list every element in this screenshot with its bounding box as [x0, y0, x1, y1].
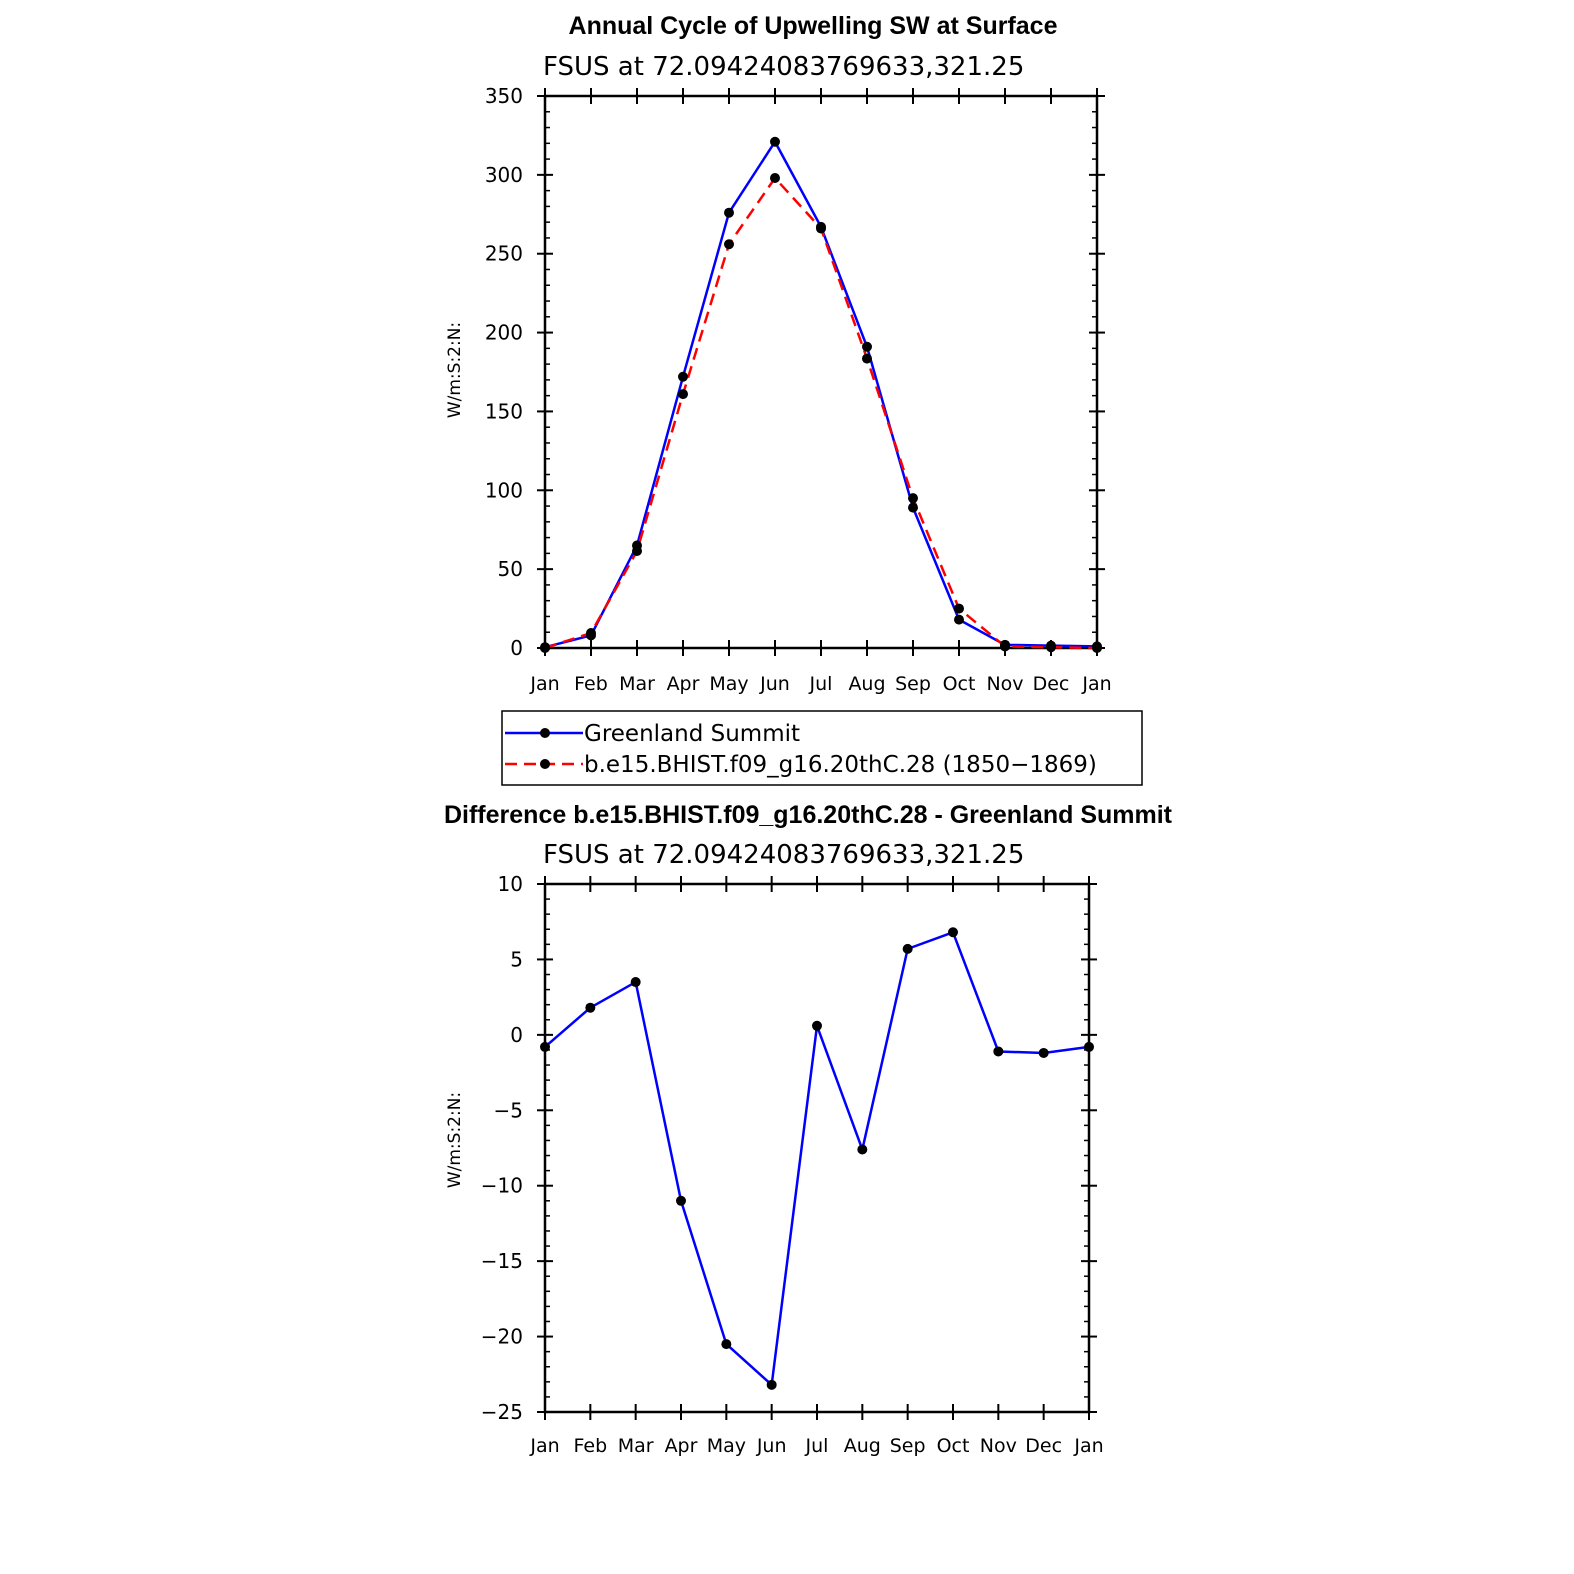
y-tick-label: 100 [484, 478, 523, 503]
x-tick-label: Oct [936, 1435, 970, 1457]
y-tick-label: 10 [497, 872, 523, 896]
x-tick-label: Jan [530, 1435, 560, 1457]
data-point [724, 239, 734, 249]
y-tick-label: −25 [480, 1400, 523, 1424]
y-axis-label: W/m:S:2:N: [445, 1091, 465, 1189]
y-tick-labels [485, 84, 523, 660]
data-point [1039, 1048, 1049, 1058]
x-tick-label: May [709, 673, 749, 695]
data-point [540, 1042, 550, 1052]
x-tick-label: Sep [889, 1435, 926, 1457]
data-point [724, 208, 734, 218]
x-tick-label: Nov [979, 1435, 1017, 1457]
x-tick-label: Apr [666, 673, 700, 695]
data-point [767, 1380, 777, 1390]
chart-title: Annual Cycle of Upwelling SW at Surface [568, 12, 1058, 40]
data-point [1092, 643, 1102, 653]
x-tick-label: Sep [895, 673, 931, 695]
annual-cycle-chart [445, 12, 1112, 695]
x-tick-label: Feb [573, 1435, 608, 1457]
y-tick-label: −10 [480, 1173, 523, 1198]
y-tick-label: 50 [497, 557, 523, 582]
data-point [721, 1339, 731, 1349]
data-point [632, 546, 642, 556]
x-tick-label: Mar [617, 1435, 654, 1457]
chart-subtitle: FSUS at 72.09424083769633,321.25 [543, 840, 1025, 870]
data-point [954, 604, 964, 614]
y-tick-label: 350 [484, 84, 523, 108]
x-tick-label: Aug [843, 1435, 881, 1457]
x-tick-label: Dec [1032, 673, 1070, 695]
y-tick-label: −15 [480, 1249, 523, 1274]
y-tick-label: 200 [484, 320, 523, 345]
data-point [903, 944, 913, 954]
x-tick-label: Jun [760, 673, 790, 695]
series-layer [540, 927, 1094, 1390]
data-point [954, 615, 964, 625]
data-point [908, 493, 918, 503]
x-tick-label: Jul [805, 1435, 829, 1457]
x-tick-label: Jan [530, 673, 560, 695]
x-tick-labels [529, 1435, 1103, 1457]
x-tick-label: Feb [574, 673, 608, 695]
data-point [586, 628, 596, 638]
y-tick-labels [481, 872, 523, 1424]
data-point [540, 643, 550, 653]
data-point [678, 389, 688, 399]
y-tick-label: −20 [480, 1324, 523, 1349]
legend-marker-model [540, 759, 550, 769]
legend [502, 711, 1142, 785]
x-tick-label: Mar [619, 673, 655, 695]
axis-ticks [537, 88, 1105, 656]
x-tick-label: Jul [809, 673, 833, 695]
chart-title: Difference b.e15.BHIST.f09_g16.20thC.28 - Greenland Summit [443, 801, 1173, 829]
data-point [631, 977, 641, 987]
y-tick-label: 300 [484, 162, 523, 187]
x-tick-label: Apr [664, 1435, 698, 1457]
difference-chart [444, 801, 1173, 1457]
y-tick-label: 250 [484, 241, 523, 266]
x-tick-labels [529, 673, 1111, 695]
x-tick-label: Jun [756, 1435, 787, 1457]
series-line-0 [545, 932, 1089, 1385]
x-tick-label: May [706, 1435, 746, 1457]
data-point [678, 372, 688, 382]
data-point [770, 137, 780, 147]
data-point [1000, 641, 1010, 651]
axis-ticks [537, 876, 1097, 1420]
series-line-0 [545, 142, 1097, 647]
data-point [770, 173, 780, 183]
data-point [1084, 1042, 1094, 1052]
x-tick-label: Dec [1025, 1435, 1063, 1457]
series-line-1 [545, 178, 1097, 648]
data-point [1046, 642, 1056, 652]
plot-frame [545, 884, 1089, 1412]
y-tick-label: 0 [510, 1022, 523, 1047]
data-point [862, 354, 872, 364]
data-point [993, 1046, 1003, 1056]
y-tick-label: −5 [493, 1098, 523, 1123]
x-tick-label: Nov [986, 673, 1024, 695]
data-point [857, 1145, 867, 1155]
data-point [862, 342, 872, 352]
legend-marker-greenland-summit [540, 728, 550, 738]
x-tick-label: Jan [1074, 1435, 1104, 1457]
y-tick-label: 0 [510, 636, 523, 660]
data-point [908, 503, 918, 513]
data-point [812, 1021, 822, 1031]
y-tick-label: 5 [510, 947, 523, 972]
data-point [585, 1003, 595, 1013]
x-tick-label: Aug [848, 673, 886, 695]
data-point [676, 1196, 686, 1206]
x-tick-label: Jan [1082, 673, 1112, 695]
y-axis-label: W/m:S:2:N: [445, 321, 465, 419]
series-layer [540, 137, 1102, 653]
legend-label-model: b.e15.BHIST.f09_g16.20thC.28 (1850−1869) [584, 752, 1097, 778]
x-tick-label: Oct [942, 673, 976, 695]
chart-subtitle: FSUS at 72.09424083769633,321.25 [543, 52, 1025, 82]
y-tick-label: 150 [484, 399, 523, 424]
data-point [948, 927, 958, 937]
data-point [816, 223, 826, 233]
legend-label-greenland-summit: Greenland Summit [584, 721, 801, 747]
